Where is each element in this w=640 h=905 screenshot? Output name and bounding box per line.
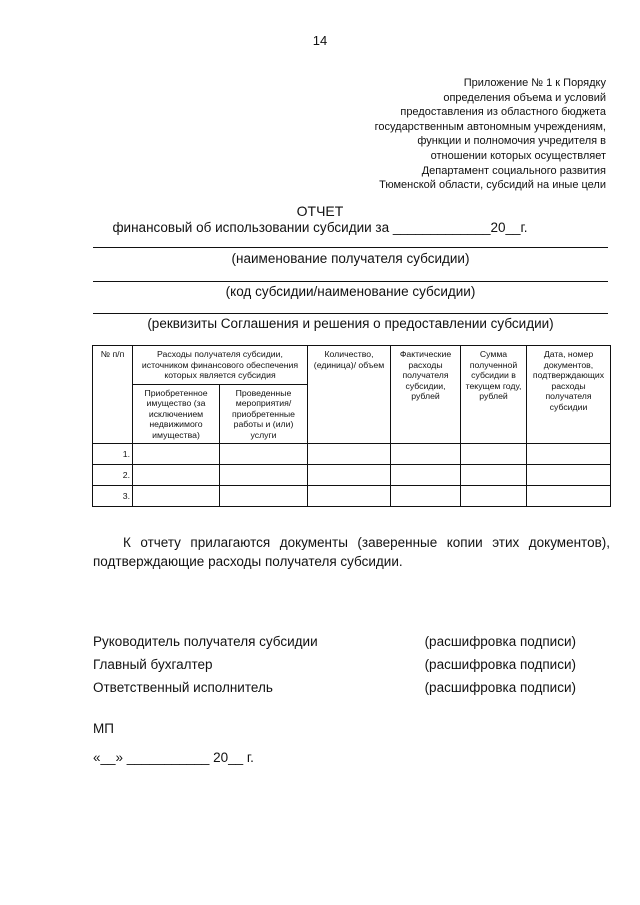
appendix-line: государственным автономным учреждениям,: [374, 120, 606, 133]
appendix-line: отношении которых осуществляет: [430, 149, 606, 162]
page-number: 14: [312, 33, 328, 48]
signature-role-accountant: Главный бухгалтер: [93, 657, 213, 672]
recipient-caption: (наименование получателя субсидии): [231, 251, 470, 266]
attachments-text: К отчету прилагаются документы (заверенные копии этих документов), подтверждающие расходы получателя субсидии.: [93, 535, 610, 569]
table-row: [93, 486, 611, 507]
appendix-line: определения объема и условий: [443, 91, 606, 104]
appendix-line: предоставления из областного бюджета: [400, 106, 606, 119]
signature-decode-head: (расшифровка подписи): [424, 634, 576, 649]
signature-decode-executor: (расшифровка подписи): [424, 680, 576, 695]
recipient-line: [93, 247, 608, 248]
report-subtitle: финансовый об использовании субсидии за _____________20__г.: [112, 220, 528, 235]
table-cell: [308, 444, 391, 465]
row-number: 3.: [93, 486, 133, 507]
report-table: [92, 345, 611, 507]
table-cell: [391, 486, 461, 507]
table-cell: [527, 486, 611, 507]
table-cell: [461, 486, 527, 507]
row-number: 1.: [93, 444, 133, 465]
signature-decode-accountant: (расшифровка подписи): [424, 657, 576, 672]
table-cell: [461, 465, 527, 486]
header-activities: Проведенные мероприятия/ приобретенные работы и (или) услуги: [220, 384, 308, 444]
table-cell: [133, 486, 220, 507]
appendix-line: функции и полномочия учредителя в: [417, 135, 606, 148]
table-cell: [220, 486, 308, 507]
table-cell: [391, 444, 461, 465]
row-number: 2.: [93, 465, 133, 486]
signature-role-executor: Ответственный исполнитель: [93, 680, 273, 695]
header-expenses: Расходы получателя субсидии, источником финансового обеспечения которых является субсидия: [133, 346, 308, 385]
table-row: [93, 465, 611, 486]
header-amount: Сумма полученной субсидии в текущем году, рублей: [461, 346, 527, 444]
report-title: ОТЧЕТ: [296, 203, 344, 219]
code-line: [93, 281, 608, 282]
attachments-paragraph: [93, 533, 610, 571]
stamp-placeholder: МП: [93, 721, 114, 736]
table-cell: [133, 465, 220, 486]
table-cell: [391, 465, 461, 486]
table-cell: [527, 444, 611, 465]
table-cell: [308, 465, 391, 486]
appendix-line: Тюменской области, субсидий на иные цели: [379, 179, 606, 192]
table-cell: [220, 465, 308, 486]
table-cell: [461, 444, 527, 465]
header-quantity: Количество, (единица)/ объем: [308, 346, 391, 444]
table-cell: [220, 444, 308, 465]
table-row: [93, 444, 611, 465]
appendix-line: Департамент социального развития: [421, 164, 606, 177]
table-cell: [527, 465, 611, 486]
appendix-line: Приложение № 1 к Порядку: [463, 77, 606, 89]
code-caption: (код субсидии/наименование субсидии): [225, 284, 476, 299]
table-cell: [308, 486, 391, 507]
agreement-line: [93, 313, 608, 314]
date-line: «__» ___________ 20__ г.: [93, 750, 254, 765]
header-acquired: Приобретенное имущество (за исключением недвижимого имущества): [133, 384, 220, 444]
signature-role-head: Руководитель получателя субсидии: [93, 634, 318, 649]
header-num: № п/п: [93, 346, 133, 444]
agreement-caption: (реквизиты Соглашения и решения о предоставлении субсидии): [147, 316, 554, 331]
table-cell: [133, 444, 220, 465]
header-actual: Фактические расходы получателя субсидии, рублей: [391, 346, 461, 444]
appendix-note: [316, 76, 606, 193]
header-documents: Дата, номер документов, подтверждающих расходы получателя субсидии: [527, 346, 611, 444]
